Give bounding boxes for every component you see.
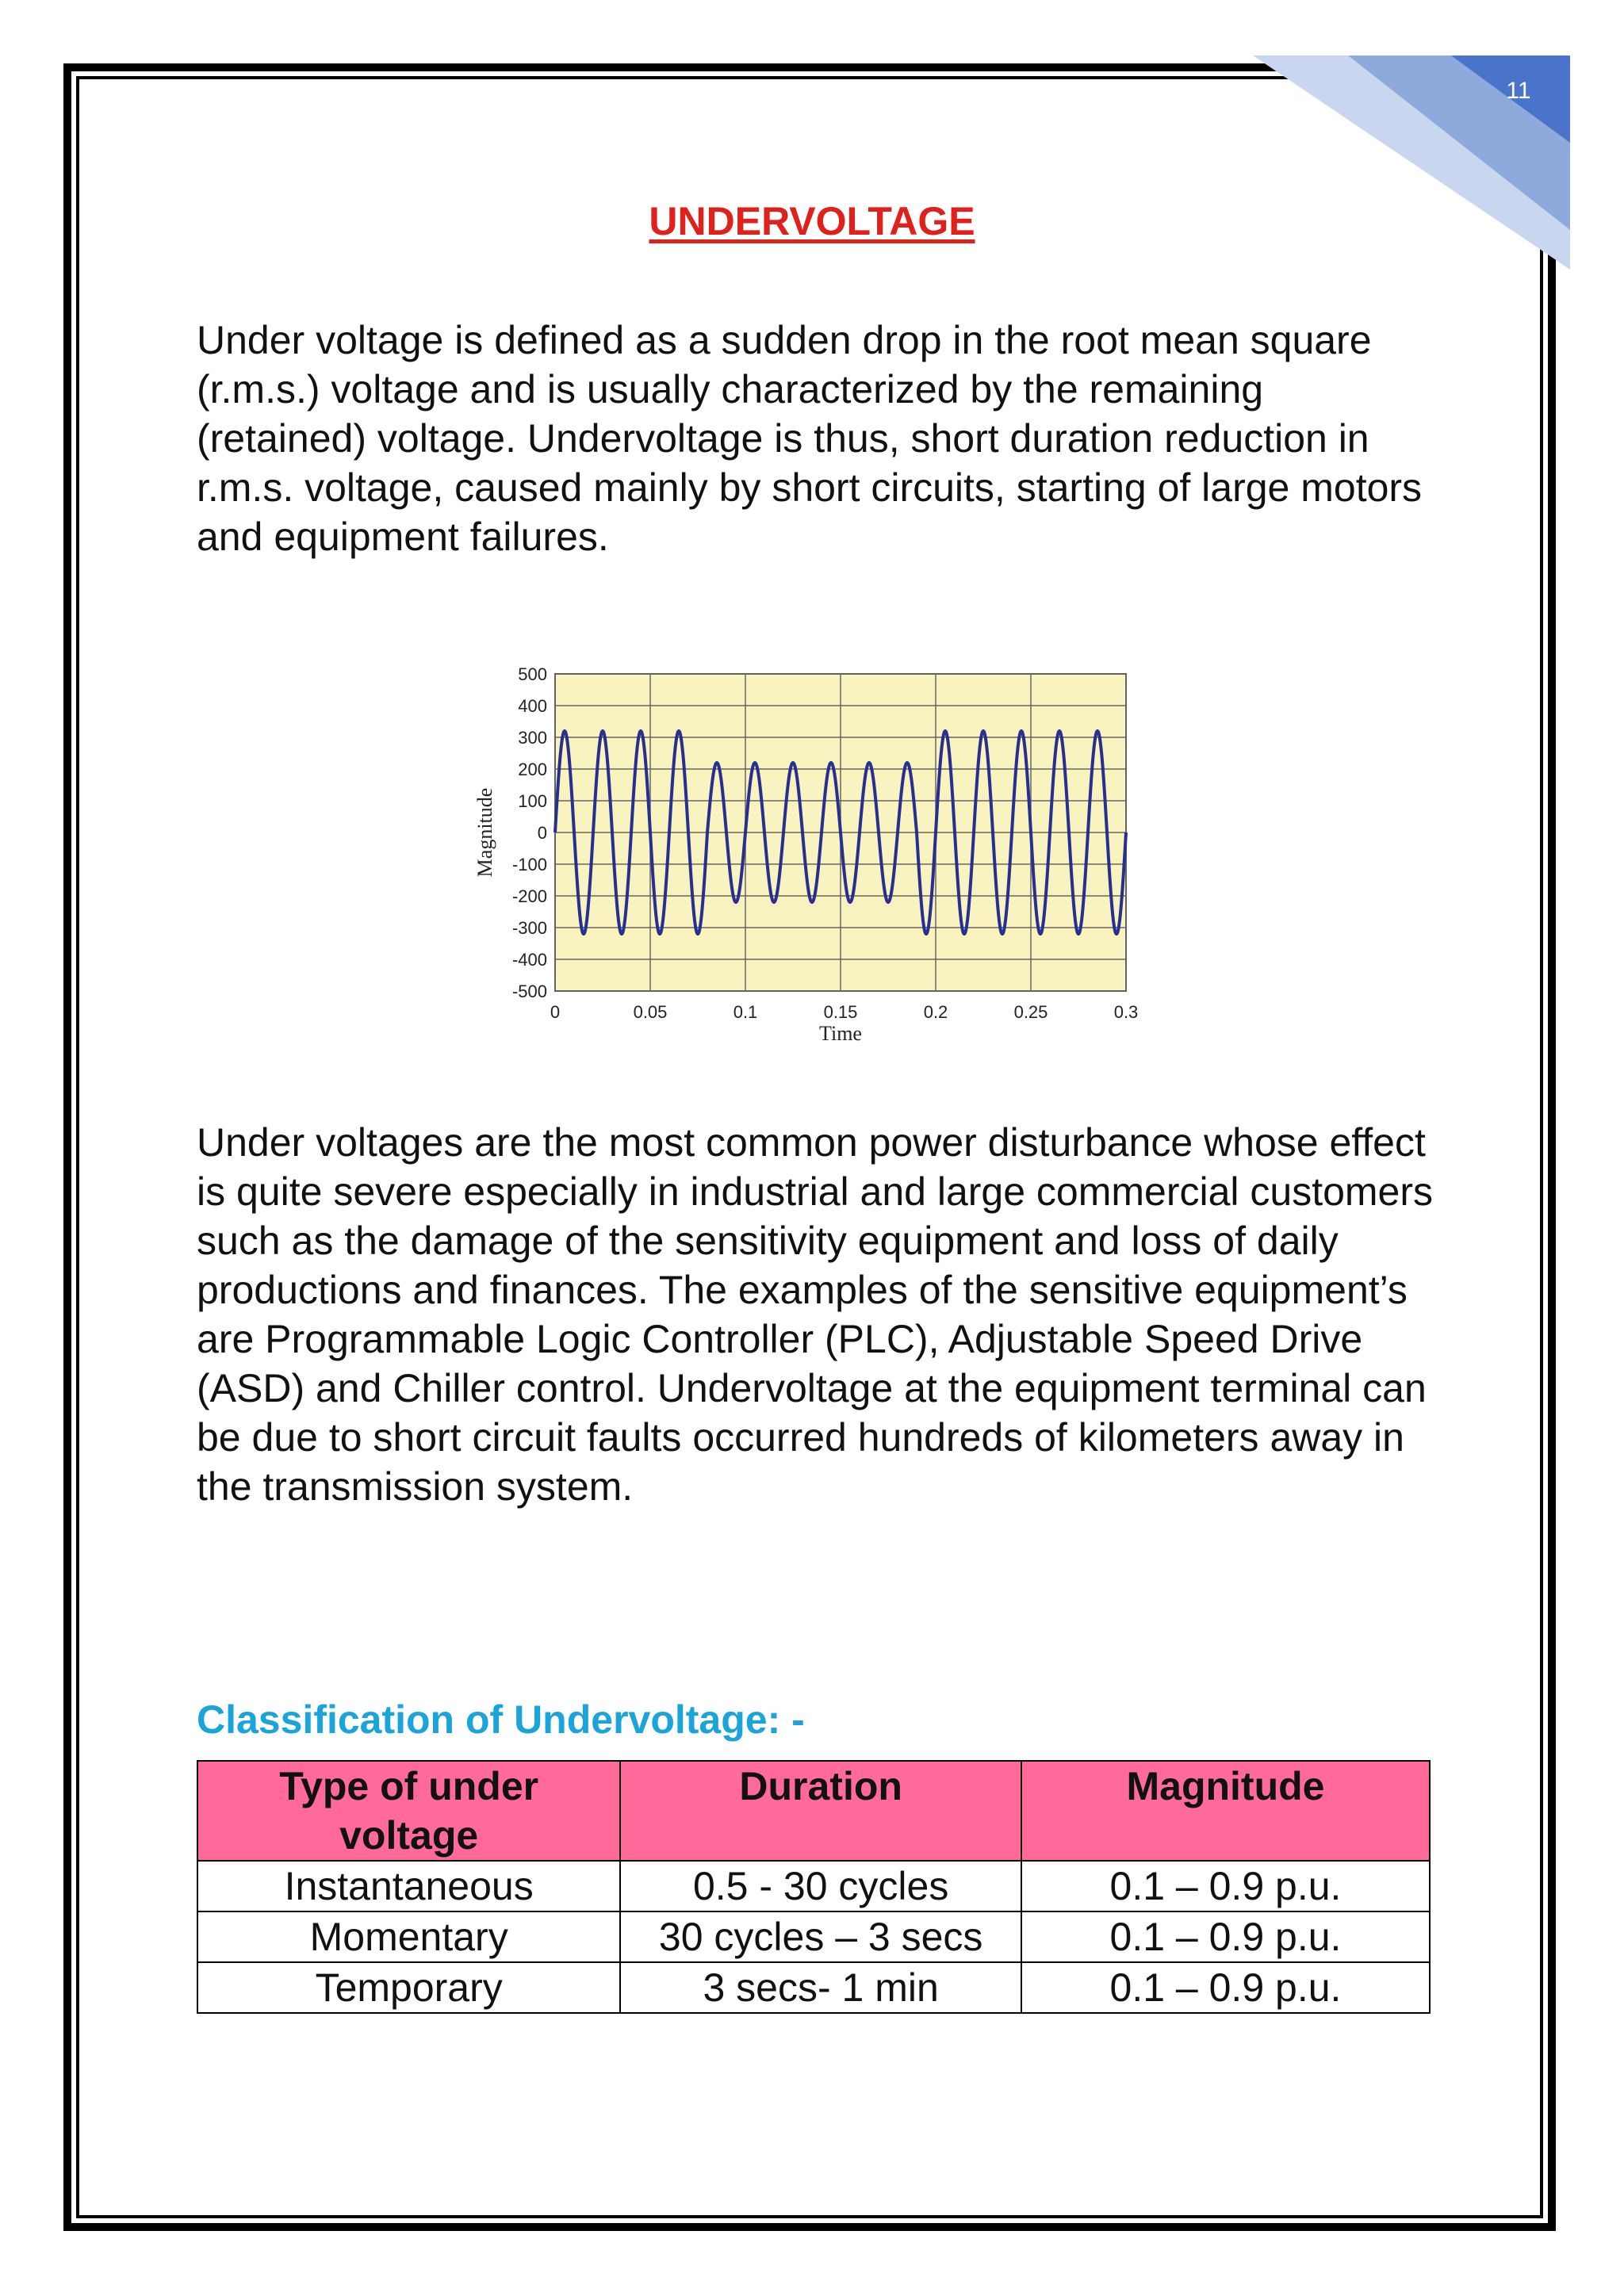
table-header-cell: Duration bbox=[620, 1761, 1021, 1861]
classification-table bbox=[197, 1760, 1431, 2014]
intro-paragraph: Under voltage is defined as a sudden drop in the root mean square (r.m.s.) voltage and is usually characterized by the remaining (retained) voltage. Undervoltage is thus, short duration reduction in r.m.s. voltage, caused mainly by short circuits, starting of large motors and equipment failures. bbox=[197, 318, 1423, 559]
table-row bbox=[197, 1911, 1430, 1962]
x-tick-label: 0.05 bbox=[633, 1002, 668, 1022]
y-tick-label: -400 bbox=[511, 950, 547, 970]
y-tick-label: 100 bbox=[518, 791, 547, 811]
table-cell: Temporary bbox=[197, 1962, 620, 2013]
table-row bbox=[197, 1962, 1430, 2013]
table-cell: Momentary bbox=[197, 1911, 620, 1962]
y-tick-label: 0 bbox=[537, 823, 547, 843]
table-header-cell: Magnitude bbox=[1021, 1761, 1430, 1861]
section-title: Classification of Undervoltage: - bbox=[197, 1697, 805, 1742]
table-cell: 0.5 - 30 cycles bbox=[620, 1861, 1021, 1911]
table-cell: 3 secs- 1 min bbox=[620, 1962, 1021, 2013]
table-cell: 0.1 – 0.9 p.u. bbox=[1021, 1962, 1430, 2013]
y-tick-label: 500 bbox=[518, 664, 547, 684]
table-row bbox=[197, 1861, 1430, 1911]
x-tick-label: 0.15 bbox=[823, 1002, 858, 1022]
y-tick-label: -200 bbox=[511, 886, 547, 906]
table-cell: 0.1 – 0.9 p.u. bbox=[1021, 1861, 1430, 1911]
x-tick-label: 0.25 bbox=[1013, 1002, 1048, 1022]
y-tick-label: -500 bbox=[511, 982, 547, 1001]
table-cell: Instantaneous bbox=[197, 1861, 620, 1911]
x-tick-label: 0.2 bbox=[923, 1002, 948, 1022]
y-tick-label: 300 bbox=[518, 728, 547, 748]
x-tick-label: 0 bbox=[550, 1002, 561, 1022]
x-tick-label: 0.3 bbox=[1113, 1002, 1139, 1022]
page-title: UNDERVOLTAGE bbox=[649, 199, 975, 243]
x-tick-label: 0.1 bbox=[733, 1002, 758, 1022]
table-header-cell: Type of under voltage bbox=[197, 1761, 620, 1861]
x-axis-label: Time bbox=[819, 1022, 862, 1045]
undervoltage-waveform-chart bbox=[460, 658, 1150, 1047]
y-axis-label: Magnitude bbox=[473, 787, 496, 878]
y-tick-label: -100 bbox=[511, 855, 547, 874]
table-cell: 0.1 – 0.9 p.u. bbox=[1021, 1911, 1430, 1962]
effects-paragraph: Under voltages are the most common power disturbance whose effect is quite severe especially in industrial and large commercial customers such as the damage of the sensitivity equipment and loss of daily productions and finances. The examples of the sensitive equipment’s are Programmable Logic Controller (PLC), Adjustable Speed Drive (ASD) and Chiller control. Undervoltage at the equipment terminal can be due to short circuit faults occurred hundreds of kilometers away in the transmission system. bbox=[197, 1120, 1434, 1509]
y-tick-label: 200 bbox=[518, 760, 547, 779]
table-header-row bbox=[197, 1761, 1430, 1861]
y-tick-label: -300 bbox=[511, 918, 547, 938]
page-number: 11 bbox=[1506, 78, 1531, 104]
table-cell: 30 cycles – 3 secs bbox=[620, 1911, 1021, 1962]
y-tick-label: 400 bbox=[518, 696, 547, 716]
